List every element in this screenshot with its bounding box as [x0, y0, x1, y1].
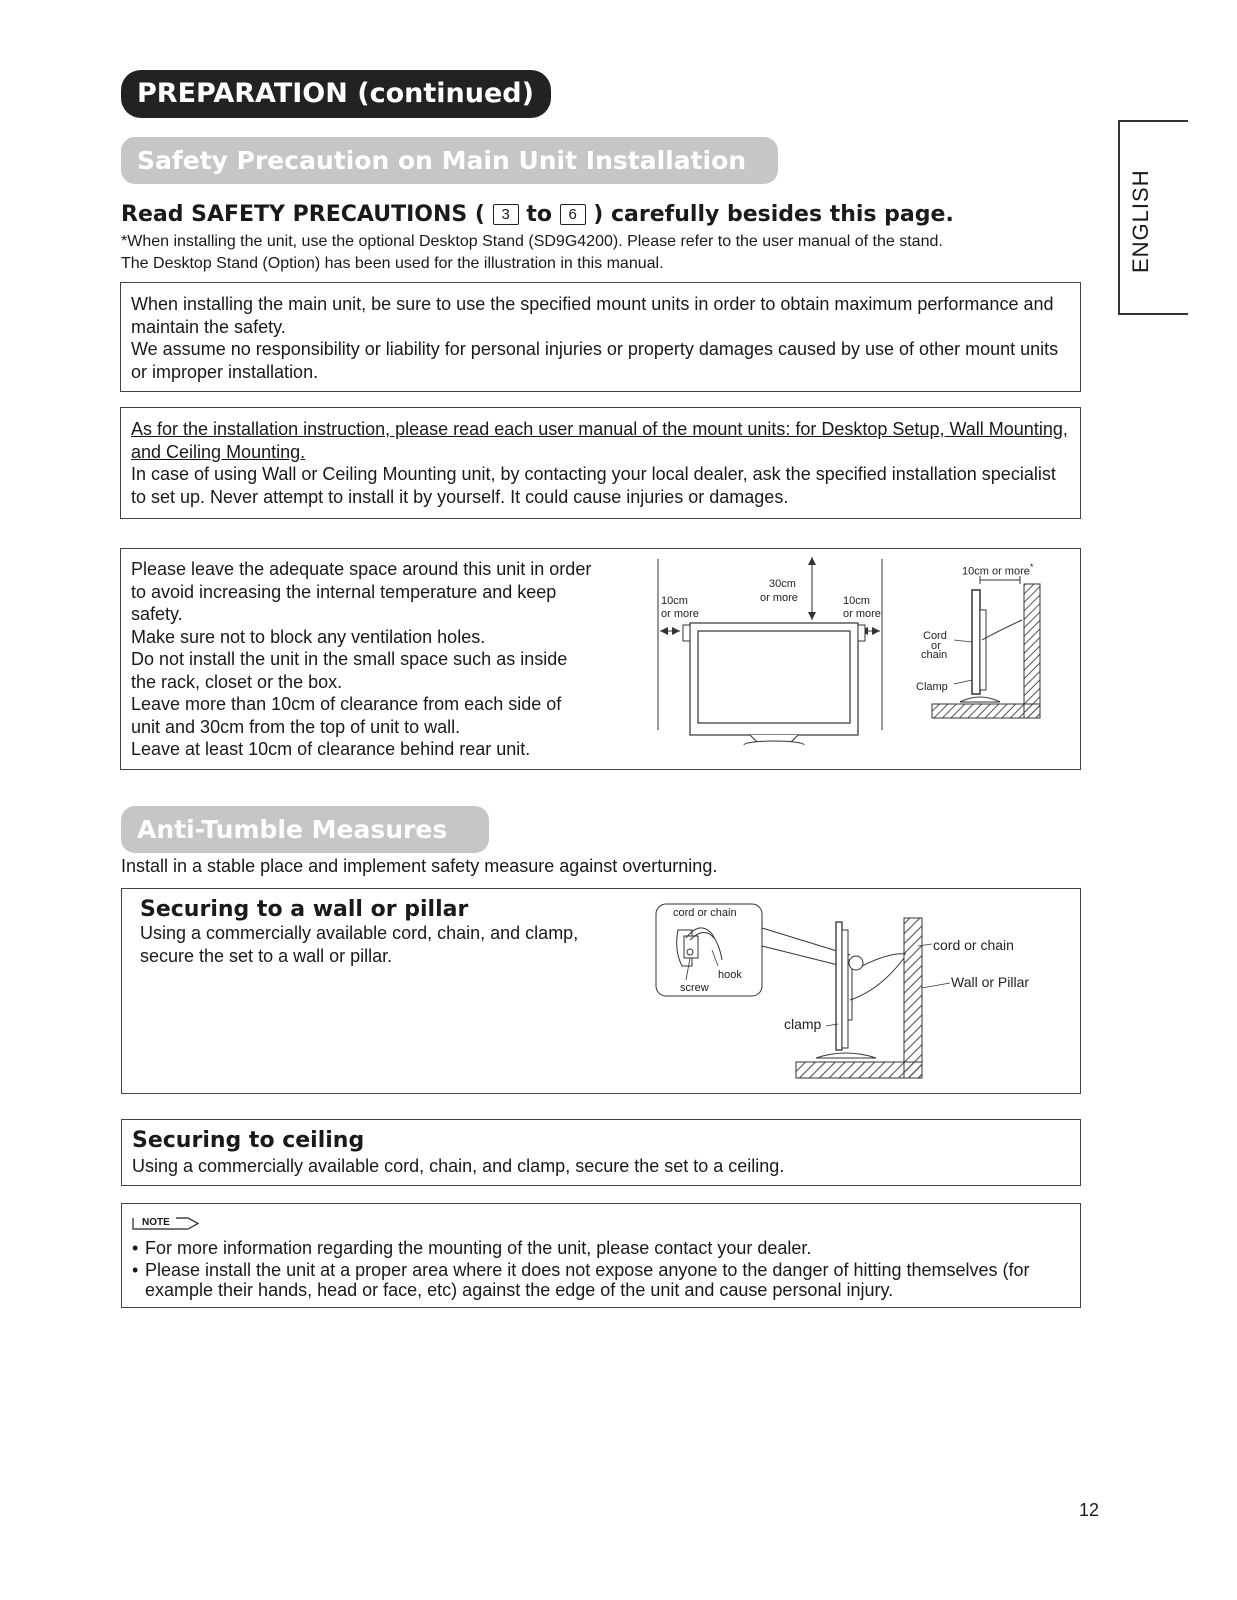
stand-note-2: The Desktop Stand (Option) has been used for the illustration in this manual. — [121, 255, 664, 272]
note-label-text: NOTE — [142, 1217, 170, 1228]
stand-note-1: *When installing the unit, use the optional Desktop Stand (SD9G4200). Please refer to the user manual of the stand. — [121, 233, 943, 250]
heading-prefix: Read SAFETY PRECAUTIONS ( — [121, 202, 485, 227]
safety-precautions-heading — [121, 202, 954, 227]
note-item: • Please install the unit at a proper area where it does not expose anyone to the danger of hitting themselves (for example their hands, head or face, etc) against the edge of the unit and cause personal injury. — [132, 1260, 1067, 1300]
ventilation-line: Leave at least 10cm of clearance behind rear unit. — [131, 739, 531, 759]
side-cord-label-c: chain — [921, 649, 948, 661]
side-cord-label-a: Cord — [923, 630, 947, 642]
ventilation-line: Make sure not to block any ventilation holes. — [131, 626, 486, 647]
page-ref-from: 3 — [493, 204, 519, 225]
wall-cord-label: cord or chain — [933, 937, 1014, 953]
note-item: • For more information regarding the mounting of the unit, please contact your dealer. — [132, 1238, 1067, 1258]
front-top-label-b: or more — [760, 592, 798, 604]
installation-instruction-underlined: As for the installation instruction, please read each user manual of the mount units: for Desktop Setup, Wall Mounting, and Ceiling Mounting. — [131, 419, 1068, 462]
note-box — [121, 1203, 1081, 1308]
note-list — [132, 1238, 1067, 1302]
mount-units-text-2: We assume no responsibility or liability for personal injuries or property damages caused by use of other mount units or improper installation. — [131, 339, 1059, 382]
ventilation-line: Leave more than 10cm of clearance from each side of — [131, 694, 562, 714]
installation-instruction-box — [120, 407, 1081, 519]
inset-hook-label: hook — [718, 969, 742, 981]
page-ref-to: 6 — [560, 204, 586, 225]
ventilation-line: the rack, closet or the box. — [131, 671, 343, 692]
ceiling-securing-text: Using a commercially available cord, chain, and clamp, secure the set to a ceiling. — [132, 1156, 785, 1176]
wall-pillar-label: Wall or Pillar — [951, 974, 1030, 990]
front-right-label-a: 10cm — [843, 595, 870, 607]
language-tab-label: ENGLISH — [1128, 169, 1153, 273]
front-left-label-a: 10cm — [661, 595, 688, 607]
ventilation-line: safety. — [131, 604, 183, 624]
section-title-anti-tumble: Anti-Tumble Measures — [121, 806, 489, 853]
ventilation-line: Please leave the adequate space around this unit in order — [131, 559, 592, 579]
page-number: 12 — [1079, 1500, 1100, 1520]
ceiling-securing-title: Securing to ceiling — [132, 1128, 365, 1153]
stand-note — [121, 231, 1081, 275]
front-top-label-a: 30cm — [769, 578, 796, 590]
inset-cord-label: cord or chain — [673, 907, 737, 919]
wall-securing-text — [140, 922, 578, 967]
side-cord-label-b: or — [931, 640, 941, 652]
side-top-label: 10cm or more* — [962, 562, 1034, 578]
side-clamp-label: Clamp — [916, 681, 948, 693]
anti-tumble-intro: Install in a stable place and implement safety measure against overturning. — [121, 856, 718, 876]
wall-securing-line: Using a commercially available cord, chain, and clamp, — [140, 923, 579, 943]
ventilation-line: unit and 30cm from the top of unit to wall. — [131, 716, 461, 737]
ventilation-line: to avoid increasing the internal temperature and keep — [131, 581, 557, 602]
section-title-safety: Safety Precaution on Main Unit Installation — [121, 137, 778, 184]
installation-instruction-text: In case of using Wall or Ceiling Mounting unit, by contacting your local dealer, ask the specified installation specialist to set up. Never attempt to install it by yourself. It could cause injuries or damages. — [131, 464, 1056, 507]
front-left-label-b: or more — [661, 608, 699, 620]
ventilation-line: Do not install the unit in the small space such as inside — [131, 649, 568, 669]
front-right-label-b: or more — [843, 608, 881, 620]
mount-units-box — [120, 282, 1081, 392]
side-clearance-figure — [920, 570, 1060, 720]
wall-securing-title: Securing to a wall or pillar — [140, 897, 469, 922]
heading-to: to — [526, 202, 552, 227]
note-label — [132, 1216, 202, 1230]
ventilation-text — [131, 558, 631, 761]
inset-screw-label: screw — [680, 982, 709, 994]
page-title: PREPARATION (continued) — [121, 70, 551, 118]
mount-units-text-1: When installing the main unit, be sure to use the specified mount units in order to obtain maximum performance and maintain the safety. — [131, 294, 1054, 337]
ceiling-securing-box — [121, 1119, 1081, 1186]
heading-suffix: ) carefully besides this page. — [593, 202, 954, 227]
wall-securing-line: secure the set to a wall or pillar. — [140, 945, 393, 966]
wall-clamp-label: clamp — [784, 1016, 822, 1032]
